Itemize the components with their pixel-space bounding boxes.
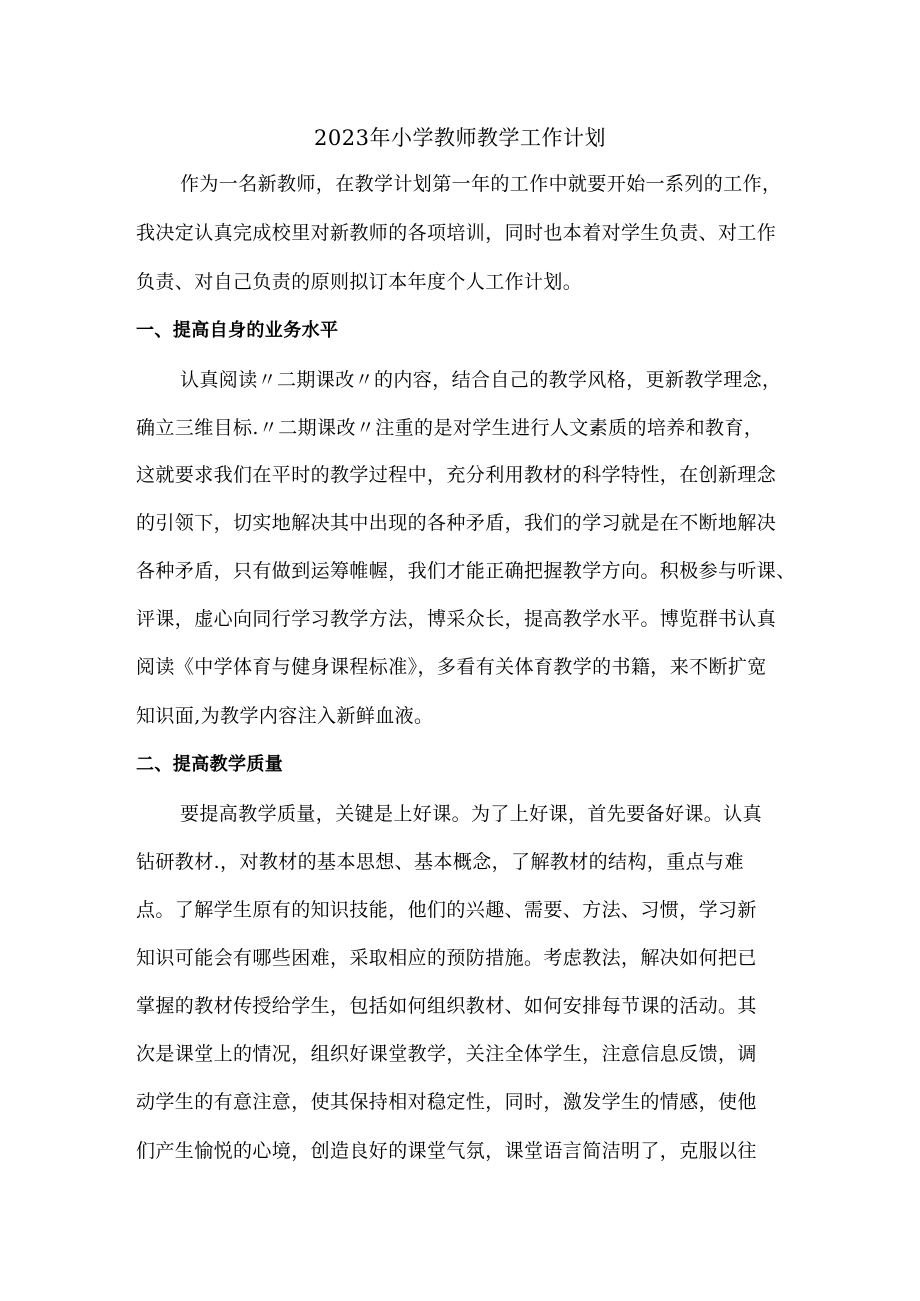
- paragraph-line: 作为一名新教师，在教学计划第一年的工作中就要开始一系列的工作，: [180, 173, 782, 195]
- paragraph-line: 评课，虚心向同行学习教学方法，博采众长，提高教学水平。博览群书认真: [136, 608, 777, 630]
- paragraph-line: 动学生的有意注意，使其保持相对稳定性，同时，激发学生的情感，使他: [136, 1091, 757, 1113]
- paragraph-line: 的引领下，切实地解决其中出现的各种矛盾，我们的学习就是在不断地解决: [136, 512, 777, 534]
- paragraph-line: 认真阅读〃二期课改〃的内容，结合自己的教学风格，更新教学理念，: [180, 369, 782, 391]
- paragraph-line: 各种矛盾，只有做到运筹帷幄，我们才能正确把握教学方向。积极参与听课、: [136, 560, 796, 582]
- paragraph-line: 负责、对自己负责的原则拟订本年度个人工作计划。: [136, 271, 583, 293]
- paragraph-line: 阅读《中学体育与健身课程标准》，多看有关体育教学的书籍，来不断扩宽: [136, 656, 767, 678]
- document-title: 2023年小学教师教学工作计划: [314, 126, 606, 150]
- paragraph-line: 次是课堂上的情况，组织好课堂教学，关注全体学生，注意信息反馈，调: [136, 1043, 757, 1065]
- paragraph-line: 要提高教学质量，关键是上好课。为了上好课，首先要备好课。认真: [180, 803, 763, 825]
- paragraph-line: 我决定认真完成校里对新教师的各项培训，同时也本着对学生负责、对工作: [136, 222, 777, 244]
- section-heading: 一、提高自身的业务水平: [136, 320, 339, 341]
- paragraph-line: 钻研教材.，对教材的基本思想、基本概念，了解教材的结构，重点与难: [136, 851, 744, 873]
- paragraph-line: 掌握的教材传授给学生，包括如何组织教材、如何安排每节课的活动。其: [136, 995, 757, 1017]
- paragraph-line: 确立三维目标.〃二期课改〃注重的是对学生进行人文素质的培养和教育，: [136, 417, 764, 439]
- paragraph-line: 知识面,为教学内容注入新鲜血液。: [136, 705, 434, 727]
- paragraph-line: 这就要求我们在平时的教学过程中，充分利用教材的科学特性，在创新理念: [136, 464, 777, 486]
- paragraph-line: 知识可能会有哪些困难，采取相应的预防措施。考虑教法，解决如何把已: [136, 947, 757, 969]
- paragraph-line: 们产生愉悦的心境，创造良好的课堂气氛，课堂语言简洁明了，克服以往: [136, 1140, 757, 1162]
- paragraph-line: 点。了解学生原有的知识技能，他们的兴趣、需要、方法、习惯，学习新: [136, 899, 757, 921]
- section-heading: 二、提高教学质量: [136, 754, 284, 775]
